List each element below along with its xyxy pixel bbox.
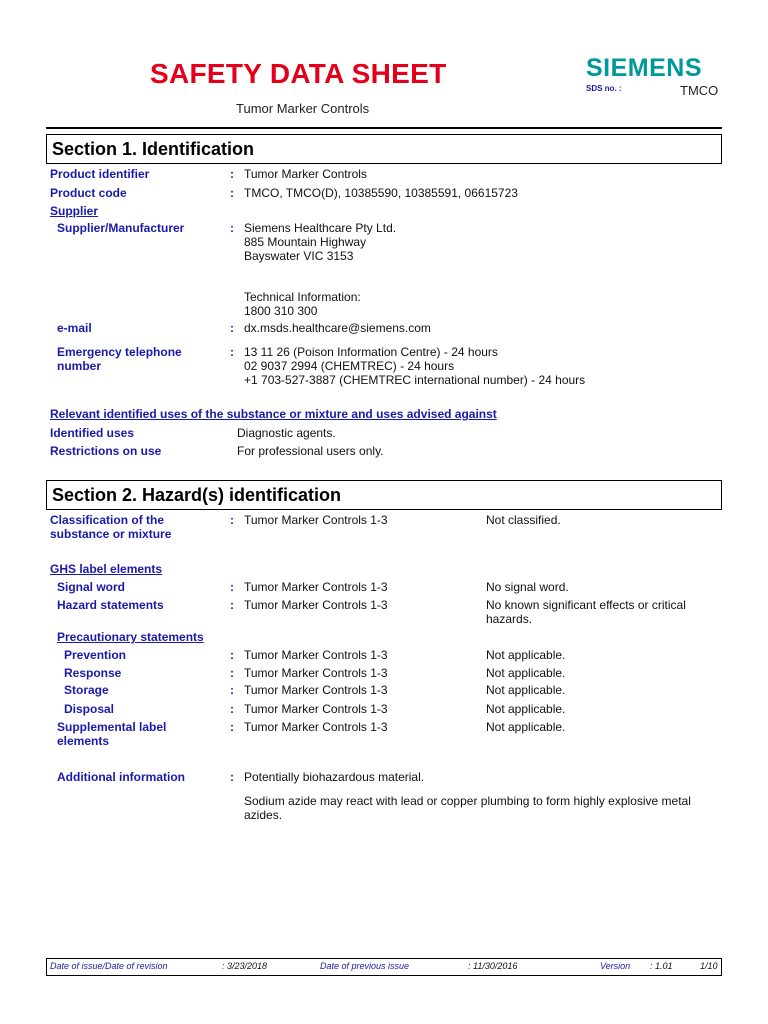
sodium-azide-line-2: azides. xyxy=(244,808,283,822)
emergency-label-line-2: number xyxy=(57,359,102,373)
emergency-line-2: 02 9037 2994 (CHEMTREC) - 24 hours xyxy=(244,359,455,373)
emergency-label-line-1: Emergency telephone xyxy=(57,345,182,359)
disposal-product: Tumor Marker Controls 1-3 xyxy=(244,702,388,716)
email-value[interactable]: dx.msds.healthcare@siemens.com xyxy=(244,321,431,335)
issue-date-label: Date of issue/Date of revision xyxy=(50,961,168,971)
colon: : xyxy=(230,221,234,235)
hazard-statements-line-1: No known significant effects or critical xyxy=(486,598,686,612)
response-product: Tumor Marker Controls 1-3 xyxy=(244,666,388,680)
previous-issue-label: Date of previous issue xyxy=(320,961,410,971)
supplier-manufacturer-label: Supplier/Manufacturer xyxy=(57,221,185,235)
document-subtitle: Tumor Marker Controls xyxy=(236,101,370,116)
colon: : xyxy=(230,598,234,612)
supplier-heading: Supplier xyxy=(50,204,99,218)
supplier-line-2: 885 Mountain Highway xyxy=(244,235,367,249)
section-1-header xyxy=(46,134,722,164)
disposal-label: Disposal xyxy=(64,702,115,716)
section-2-header xyxy=(46,480,722,510)
response-value: Not applicable. xyxy=(486,666,566,680)
email-label: e-mail xyxy=(57,321,92,335)
colon: : xyxy=(230,666,234,680)
response-label: Response xyxy=(64,666,122,680)
classification-label-line-1: Classification of the xyxy=(50,513,165,527)
storage-value: Not applicable. xyxy=(486,683,566,697)
section-1-title: Section 1. Identification xyxy=(52,139,255,159)
storage-product: Tumor Marker Controls 1-3 xyxy=(244,683,388,697)
product-code-value: TMCO, TMCO(D), 10385590, 10385591, 06615723 xyxy=(244,186,518,200)
ghs-label-elements-heading: GHS label elements xyxy=(50,562,163,576)
colon: : xyxy=(230,770,234,784)
colon: : xyxy=(230,702,234,716)
supplier-line-1: Siemens Healthcare Pty Ltd. xyxy=(244,221,397,235)
colon: : xyxy=(230,720,234,734)
disposal-value: Not applicable. xyxy=(486,702,566,716)
product-identifier-value: Tumor Marker Controls xyxy=(244,167,367,181)
precautionary-statements-heading: Precautionary statements xyxy=(57,630,204,644)
relevant-uses-heading: Relevant identified uses of the substance or mixture and uses advised against xyxy=(50,407,497,421)
colon: : xyxy=(230,580,234,594)
identified-uses-value: Diagnostic agents. xyxy=(237,426,336,440)
technical-info-value: 1800 310 300 xyxy=(244,304,318,318)
sds-code: TMCO xyxy=(680,83,719,98)
sodium-azide-line-1: Sodium azide may react with lead or copper plumbing to form highly explosive metal xyxy=(244,794,691,808)
restrictions-label: Restrictions on use xyxy=(50,444,162,458)
emergency-line-1: 13 11 26 (Poison Information Centre) - 24 hours xyxy=(244,345,498,359)
technical-info-label: Technical Information: xyxy=(244,290,361,304)
page-number: 1/10 xyxy=(700,961,718,971)
supplemental-label-line-1: Supplemental label xyxy=(57,720,167,734)
colon: : xyxy=(230,321,234,335)
prevention-value: Not applicable. xyxy=(486,648,566,662)
section-2-title: Section 2. Hazard(s) identification xyxy=(52,485,342,505)
signal-word-value: No signal word. xyxy=(486,580,569,594)
colon: : xyxy=(230,683,234,697)
colon: : xyxy=(230,648,234,662)
supplier-line-3: Bayswater VIC 3153 xyxy=(244,249,354,263)
storage-label: Storage xyxy=(64,683,109,697)
restrictions-value: For professional users only. xyxy=(237,444,384,458)
classification-product: Tumor Marker Controls 1-3 xyxy=(244,513,388,527)
hazard-statements-product: Tumor Marker Controls 1-3 xyxy=(244,598,388,612)
header-divider xyxy=(46,127,722,129)
colon: : xyxy=(230,167,234,181)
supplemental-value: Not applicable. xyxy=(486,720,566,734)
version-value: : 1.01 xyxy=(650,961,673,971)
document-title: SAFETY DATA SHEET xyxy=(150,58,447,89)
sds-number-label: SDS no. : xyxy=(586,84,622,93)
classification-value: Not classified. xyxy=(486,513,561,527)
additional-info-value: Potentially biohazardous material. xyxy=(244,770,425,784)
previous-issue-value: : 11/30/2016 xyxy=(468,961,518,971)
supplemental-product: Tumor Marker Controls 1-3 xyxy=(244,720,388,734)
hazard-statements-line-2: hazards. xyxy=(486,612,533,626)
prevention-product: Tumor Marker Controls 1-3 xyxy=(244,648,388,662)
colon: : xyxy=(230,513,234,527)
version-label: Version xyxy=(600,961,631,971)
prevention-label: Prevention xyxy=(64,648,127,662)
supplemental-label-line-2: elements xyxy=(57,734,110,748)
classification-label-line-2: substance or mixture xyxy=(50,527,172,541)
colon: : xyxy=(230,345,234,359)
signal-word-label: Signal word xyxy=(57,580,126,594)
issue-date-value: : 3/23/2018 xyxy=(222,961,268,971)
signal-word-product: Tumor Marker Controls 1-3 xyxy=(244,580,388,594)
identified-uses-label: Identified uses xyxy=(50,426,135,440)
product-identifier-label: Product identifier xyxy=(50,167,150,181)
hazard-statements-label: Hazard statements xyxy=(57,598,164,612)
colon: : xyxy=(230,186,234,200)
siemens-logo: SIEMENS xyxy=(586,54,703,82)
emergency-line-3: +1 703-527-3887 (CHEMTREC international number) - 24 hours xyxy=(244,373,586,387)
additional-info-label: Additional information xyxy=(57,770,185,784)
product-code-label: Product code xyxy=(50,186,127,200)
